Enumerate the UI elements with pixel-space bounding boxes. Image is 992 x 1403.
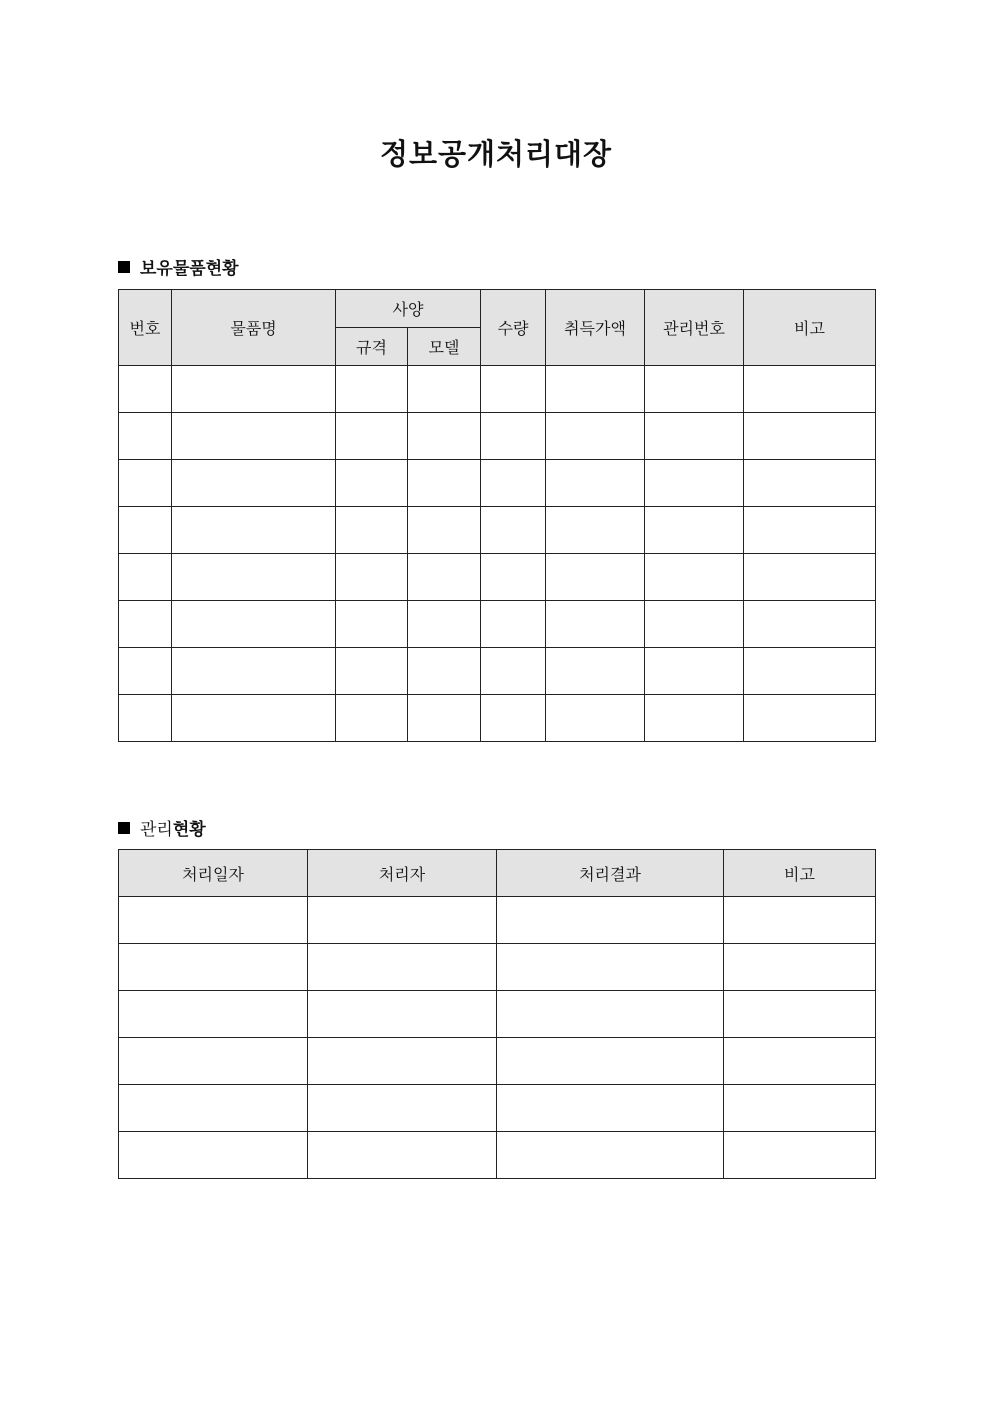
- table-cell[interactable]: [744, 648, 876, 695]
- table-cell[interactable]: [119, 1038, 308, 1085]
- square-bullet-icon: [118, 822, 130, 834]
- section-heading-inventory: [118, 254, 239, 279]
- table-row: [119, 944, 876, 991]
- table-cell[interactable]: [172, 366, 336, 413]
- table-cell[interactable]: [119, 601, 172, 648]
- table-cell[interactable]: [308, 991, 497, 1038]
- col-header-result: 처리결과: [497, 850, 724, 897]
- table-row: [119, 601, 876, 648]
- table-cell[interactable]: [724, 1132, 876, 1179]
- table-cell[interactable]: [172, 601, 336, 648]
- table-cell[interactable]: [645, 413, 744, 460]
- table-cell[interactable]: [497, 1038, 724, 1085]
- table-cell[interactable]: [744, 554, 876, 601]
- table-row: [119, 554, 876, 601]
- table-cell[interactable]: [645, 695, 744, 742]
- table-cell[interactable]: [119, 695, 172, 742]
- table-cell[interactable]: [724, 1038, 876, 1085]
- table-cell[interactable]: [481, 601, 546, 648]
- table-cell[interactable]: [408, 695, 481, 742]
- table-row: [119, 1132, 876, 1179]
- table-cell[interactable]: [336, 554, 408, 601]
- table-cell[interactable]: [172, 507, 336, 554]
- table-cell[interactable]: [119, 1085, 308, 1132]
- col-header-acquisition-price: 취득가액: [546, 290, 645, 366]
- table-cell[interactable]: [645, 601, 744, 648]
- table-cell[interactable]: [336, 366, 408, 413]
- table-cell[interactable]: [308, 944, 497, 991]
- table-cell[interactable]: [724, 1085, 876, 1132]
- table-cell[interactable]: [481, 507, 546, 554]
- table-cell[interactable]: [497, 1132, 724, 1179]
- table-cell[interactable]: [172, 413, 336, 460]
- table-cell[interactable]: [308, 1132, 497, 1179]
- table-cell[interactable]: [336, 507, 408, 554]
- table-cell[interactable]: [119, 648, 172, 695]
- table-cell[interactable]: [724, 897, 876, 944]
- table-row: [119, 897, 876, 944]
- management-table: [118, 849, 876, 1179]
- table-row: [119, 1038, 876, 1085]
- table-cell[interactable]: [645, 507, 744, 554]
- table-cell[interactable]: [546, 648, 645, 695]
- table-cell[interactable]: [336, 695, 408, 742]
- table-cell[interactable]: [481, 413, 546, 460]
- col-header-model: 모델: [408, 328, 481, 366]
- col-header-process-date: 처리일자: [119, 850, 308, 897]
- table-cell[interactable]: [645, 460, 744, 507]
- table-cell[interactable]: [119, 991, 308, 1038]
- table-cell[interactable]: [744, 460, 876, 507]
- table-row: [119, 1085, 876, 1132]
- table-cell[interactable]: [481, 460, 546, 507]
- table-cell[interactable]: [119, 944, 308, 991]
- table-cell[interactable]: [119, 554, 172, 601]
- table-cell[interactable]: [308, 1085, 497, 1132]
- table-cell[interactable]: [497, 897, 724, 944]
- col-header-remarks: 비고: [724, 850, 876, 897]
- table-cell[interactable]: [546, 413, 645, 460]
- inventory-table: [118, 289, 876, 742]
- table-cell[interactable]: [119, 1132, 308, 1179]
- table-cell[interactable]: [497, 944, 724, 991]
- table-cell[interactable]: [308, 1038, 497, 1085]
- col-header-remarks: 비고: [744, 290, 876, 366]
- table-cell[interactable]: [546, 601, 645, 648]
- table-cell[interactable]: [497, 1085, 724, 1132]
- table-cell[interactable]: [408, 601, 481, 648]
- table-cell[interactable]: [119, 460, 172, 507]
- table-row: [119, 413, 876, 460]
- table-cell[interactable]: [336, 601, 408, 648]
- table-cell[interactable]: [744, 366, 876, 413]
- table-cell[interactable]: [172, 695, 336, 742]
- table-cell[interactable]: [308, 897, 497, 944]
- table-cell[interactable]: [546, 460, 645, 507]
- table-cell[interactable]: [645, 648, 744, 695]
- table-cell[interactable]: [408, 366, 481, 413]
- col-header-number: 번호: [119, 290, 172, 366]
- section-heading-label-bold: 현황: [172, 820, 206, 840]
- section-heading-label-plain: 관리: [140, 820, 173, 840]
- table-row: [119, 991, 876, 1038]
- table-cell[interactable]: [744, 507, 876, 554]
- table-cell[interactable]: [119, 507, 172, 554]
- table-cell[interactable]: [481, 648, 546, 695]
- table-cell[interactable]: [172, 460, 336, 507]
- table-cell[interactable]: [408, 507, 481, 554]
- table-cell[interactable]: [546, 366, 645, 413]
- table-cell[interactable]: [744, 695, 876, 742]
- table-cell[interactable]: [119, 366, 172, 413]
- table-cell[interactable]: [119, 897, 308, 944]
- col-header-item-name: 물품명: [172, 290, 336, 366]
- table-cell[interactable]: [336, 413, 408, 460]
- col-header-quantity: 수량: [481, 290, 546, 366]
- table-cell[interactable]: [744, 413, 876, 460]
- section-heading-label: 보유물품현황: [140, 259, 239, 279]
- table-cell[interactable]: [481, 554, 546, 601]
- page-title: 정보공개처리대장: [379, 137, 613, 171]
- section-heading-management: [118, 815, 206, 840]
- table-cell[interactable]: [645, 554, 744, 601]
- table-cell[interactable]: [744, 601, 876, 648]
- table-cell[interactable]: [546, 695, 645, 742]
- table-cell[interactable]: [481, 366, 546, 413]
- col-header-spec: 규격: [336, 328, 408, 366]
- table-cell[interactable]: [645, 366, 744, 413]
- table-cell[interactable]: [408, 554, 481, 601]
- col-header-processor: 처리자: [308, 850, 497, 897]
- table-cell[interactable]: [408, 460, 481, 507]
- table-cell[interactable]: [408, 648, 481, 695]
- table-cell[interactable]: [336, 460, 408, 507]
- table-row: [119, 460, 876, 507]
- table-cell[interactable]: [119, 413, 172, 460]
- table-row: [119, 507, 876, 554]
- table-cell[interactable]: [481, 695, 546, 742]
- col-header-spec-group: 사양: [336, 290, 481, 328]
- table-row: [119, 366, 876, 413]
- table-cell[interactable]: [724, 991, 876, 1038]
- col-header-management-number: 관리번호: [645, 290, 744, 366]
- table-cell[interactable]: [408, 413, 481, 460]
- table-cell[interactable]: [172, 554, 336, 601]
- table-cell[interactable]: [172, 648, 336, 695]
- square-bullet-icon: [118, 261, 130, 273]
- table-cell[interactable]: [336, 648, 408, 695]
- table-row: [119, 695, 876, 742]
- table-cell[interactable]: [724, 944, 876, 991]
- table-cell[interactable]: [546, 507, 645, 554]
- table-cell[interactable]: [546, 554, 645, 601]
- table-row: [119, 648, 876, 695]
- table-cell[interactable]: [497, 991, 724, 1038]
